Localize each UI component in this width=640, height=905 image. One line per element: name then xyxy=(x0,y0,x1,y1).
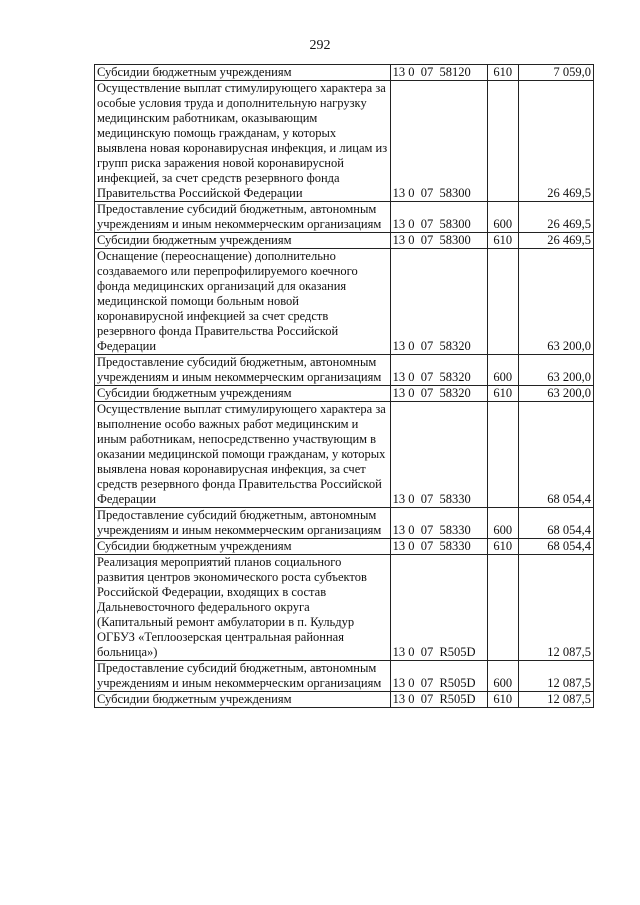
row-description: Предоставление субсидий бюджетным, автономным учреждениям и иным некоммерческим организациям xyxy=(95,661,391,692)
table-row xyxy=(95,249,594,355)
row-expense-type: 600 xyxy=(487,202,518,233)
row-code: 13 0 07 58320 xyxy=(390,249,487,355)
row-expense-type: 610 xyxy=(487,692,518,708)
row-code: 13 0 07 58320 xyxy=(390,355,487,386)
row-code: 13 0 07 58320 xyxy=(390,386,487,402)
row-code: 13 0 07 58330 xyxy=(390,508,487,539)
table-row xyxy=(95,539,594,555)
row-expense-type: 600 xyxy=(487,508,518,539)
row-code: 13 0 07 R505D xyxy=(390,692,487,708)
row-amount: 12 087,5 xyxy=(518,692,593,708)
budget-table xyxy=(94,64,594,708)
table-row xyxy=(95,81,594,202)
table-row xyxy=(95,555,594,661)
row-expense-type: 600 xyxy=(487,661,518,692)
table-row xyxy=(95,508,594,539)
row-description: Предоставление субсидий бюджетным, автономным учреждениям и иным некоммерческим организациям xyxy=(95,202,391,233)
table-row xyxy=(95,386,594,402)
row-expense-type: 610 xyxy=(487,386,518,402)
page-number: 292 xyxy=(309,38,331,53)
row-code: 13 0 07 58300 xyxy=(390,202,487,233)
table-row xyxy=(95,233,594,249)
row-amount: 68 054,4 xyxy=(518,508,593,539)
row-code: 13 0 07 R505D xyxy=(390,555,487,661)
row-description: Предоставление субсидий бюджетным, автономным учреждениям и иным некоммерческим организациям xyxy=(95,508,391,539)
row-description: Субсидии бюджетным учреждениям xyxy=(95,386,391,402)
row-expense-type: 610 xyxy=(487,233,518,249)
row-amount: 7 059,0 xyxy=(518,65,593,81)
row-amount: 63 200,0 xyxy=(518,355,593,386)
row-expense-type: 610 xyxy=(487,65,518,81)
row-description: Предоставление субсидий бюджетным, автономным учреждениям и иным некоммерческим организациям xyxy=(95,355,391,386)
row-description: Субсидии бюджетным учреждениям xyxy=(95,692,391,708)
budget-table-body xyxy=(95,65,594,708)
row-amount: 12 087,5 xyxy=(518,661,593,692)
row-amount: 63 200,0 xyxy=(518,386,593,402)
row-amount: 63 200,0 xyxy=(518,249,593,355)
table-row xyxy=(95,202,594,233)
row-code: 13 0 07 58300 xyxy=(390,81,487,202)
row-code: 13 0 07 R505D xyxy=(390,661,487,692)
row-description: Осуществление выплат стимулирующего характера за выполнение особо важных работ медицинским и иным работникам, непосредственно участвующим в оказании медицинской помощи гражданам, у которых выявлена новая коронавирусная инфекция, за счет средств резервного фонда Правительства Российской Федерации xyxy=(95,402,391,508)
row-code: 13 0 07 58330 xyxy=(390,402,487,508)
row-amount: 68 054,4 xyxy=(518,539,593,555)
row-amount: 26 469,5 xyxy=(518,81,593,202)
row-description: Субсидии бюджетным учреждениям xyxy=(95,65,391,81)
row-amount: 26 469,5 xyxy=(518,202,593,233)
row-code: 13 0 07 58300 xyxy=(390,233,487,249)
row-amount: 68 054,4 xyxy=(518,402,593,508)
row-code: 13 0 07 58120 xyxy=(390,65,487,81)
table-row xyxy=(95,65,594,81)
row-description: Реализация мероприятий планов социального развития центров экономического роста субъектов Российской Федерации, входящих в состав Дальневосточного федерального округа (Капитальный ремонт амбулатории в п. Кульдур ОГБУЗ «Теплоозерская центральная районная больница») xyxy=(95,555,391,661)
row-expense-type: 600 xyxy=(487,355,518,386)
table-row xyxy=(95,661,594,692)
table-row xyxy=(95,355,594,386)
row-description: Субсидии бюджетным учреждениям xyxy=(95,539,391,555)
row-expense-type: 610 xyxy=(487,539,518,555)
row-code: 13 0 07 58330 xyxy=(390,539,487,555)
row-expense-type xyxy=(487,249,518,355)
table-row xyxy=(95,402,594,508)
row-amount: 12 087,5 xyxy=(518,555,593,661)
table-row xyxy=(95,692,594,708)
row-description: Осуществление выплат стимулирующего характера за особые условия труда и дополнительную нагрузку медицинским работникам, оказывающим медицинскую помощь гражданам, у которых выявлена новая коронавирусная инфекция, и лицам из групп риска заражения новой коронавирусной инфекцией, за счет средств резервного фонда Правительства Российской Федерации xyxy=(95,81,391,202)
row-expense-type xyxy=(487,402,518,508)
row-description: Оснащение (переоснащение) дополнительно создаваемого или перепрофилируемого коечного фонда медицинских организаций для оказания медицинской помощи больным новой коронавирусной инфекцией за счет средств резервного фонда Правительства Российской Федерации xyxy=(95,249,391,355)
row-expense-type xyxy=(487,555,518,661)
row-expense-type xyxy=(487,81,518,202)
row-description: Субсидии бюджетным учреждениям xyxy=(95,233,391,249)
row-amount: 26 469,5 xyxy=(518,233,593,249)
